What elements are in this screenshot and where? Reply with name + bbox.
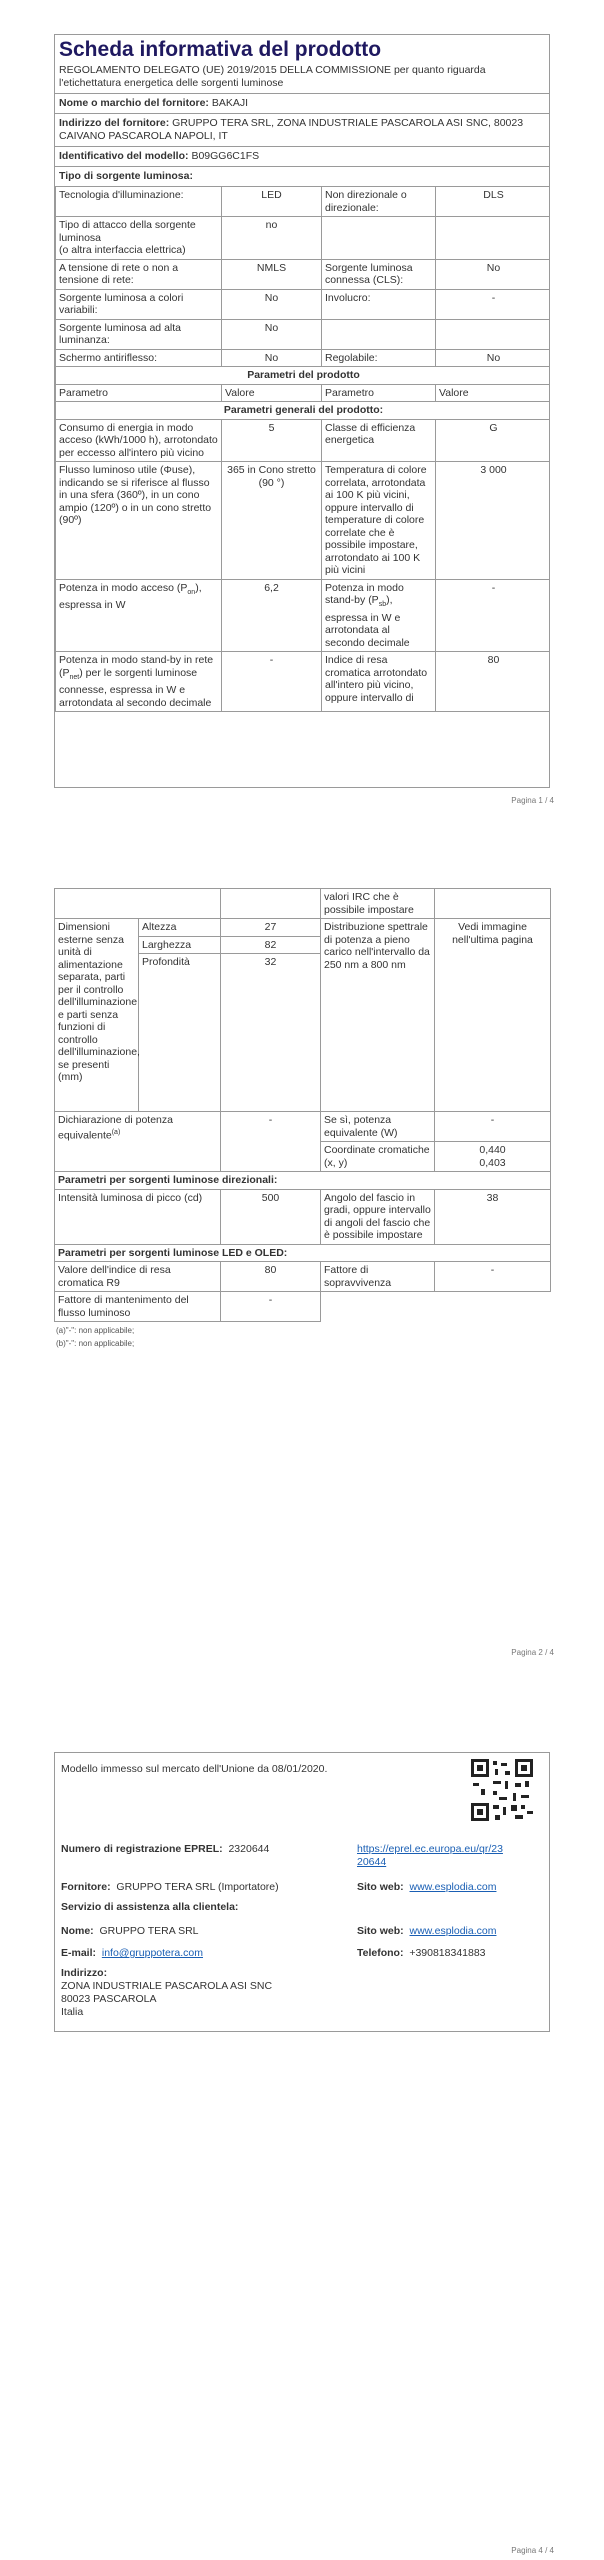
col-header: Valore <box>222 384 322 402</box>
param-label: Involucro: <box>322 289 436 319</box>
name-label: Nome: <box>61 1925 94 1937</box>
param-label-text: Potenza in modo stand-by (P <box>325 581 404 606</box>
supplier-label: Fornitore: <box>61 1881 111 1893</box>
equiv-sup: (a) <box>111 1128 121 1136</box>
email-link[interactable]: info@gruppotera.com <box>101 1947 203 1959</box>
param-label: Regolabile: <box>322 349 436 367</box>
model-value: B09GG6C1FS <box>191 150 260 162</box>
survival-label: Fattore di sopravvivenza <box>321 1262 435 1292</box>
param-value: - <box>436 579 551 652</box>
param-value <box>436 217 551 260</box>
spd-value: Vedi immagine nell'ultima pagina <box>435 919 551 1112</box>
param-value: - <box>222 652 322 712</box>
supplier-value: GRUPPO TERA SRL (Importatore) <box>116 1881 279 1893</box>
name-value: GRUPPO TERA SRL <box>99 1925 199 1937</box>
web2-row <box>357 1925 496 1937</box>
supplier-row <box>61 1881 279 1893</box>
param-value: - <box>436 289 551 319</box>
maint-value: - <box>221 1292 321 1322</box>
param-label: Temperatura di colore correlata, arrotondata ai 100 K più vicini, oppure intervallo di temperature di colore correlate che è possibile impostare, arrotondato ai 100 K più vicini <box>322 462 436 580</box>
equiv-w-label: Se sì, potenza equivalente (W) <box>321 1112 435 1142</box>
market-date: Modello immesso sul mercato dell'Unione da 08/01/2020. <box>61 1763 328 1775</box>
table-row <box>56 579 551 652</box>
chroma-label: Coordinate cromatiche (x, y) <box>321 1142 435 1172</box>
table-row <box>56 419 551 462</box>
eprel-link[interactable] <box>357 1843 529 1869</box>
footnote-a: (a)"-": non applicabile; <box>56 1326 135 1335</box>
cri-continuation: valori IRC che è possibile impostare <box>321 889 435 919</box>
param-value: no <box>222 217 322 260</box>
web-link[interactable]: www.esplodia.com <box>409 1881 497 1893</box>
table-row <box>56 462 551 580</box>
qr-code-icon <box>471 1759 533 1821</box>
param-value: G <box>436 419 551 462</box>
eprel-link-part: https://eprel.ec.europa.eu/qr/23 <box>357 1843 503 1855</box>
product-sheet-frame-2 <box>54 888 550 1350</box>
address-line: Italia <box>61 2006 84 2018</box>
param-value: No <box>222 349 322 367</box>
phone-value: +390818341883 <box>409 1947 486 1959</box>
equiv-value: - <box>221 1112 321 1172</box>
dim-name: Larghezza <box>139 936 221 954</box>
param-label <box>56 579 222 652</box>
param-label: Consumo di energia in modo acceso (kWh/1000 h), arrotondato per eccesso all'intero più vicino <box>56 419 222 462</box>
param-label: Schermo antiriflesso: <box>56 349 222 367</box>
table-row <box>56 217 551 260</box>
param-label <box>322 319 436 349</box>
eprel-link-part: 20644 <box>357 1856 387 1868</box>
param-label: Sorgente luminosa ad alta luminanza: <box>56 319 222 349</box>
param-value: DLS <box>436 187 551 217</box>
param-label: Non direzionale o direzionale: <box>322 187 436 217</box>
doc-title: Scheda informativa del prodotto <box>59 38 382 61</box>
param-label: Indice di resa cromatica arrotondato all'intero più vicino, oppure intervallo di <box>322 652 436 712</box>
param-label: Sorgente luminosa a colori variabili: <box>56 289 222 319</box>
table-row <box>55 1262 551 1292</box>
param-label: A tensione di rete o non a tensione di rete: <box>56 259 222 289</box>
chroma-value <box>435 1142 551 1172</box>
param-label <box>56 652 222 712</box>
table-row <box>55 889 551 919</box>
page-footer-4: Pagina 4 / 4 <box>511 2546 554 2555</box>
address-label: Indirizzo del fornitore: <box>59 117 170 129</box>
param-value: 80 <box>436 652 551 712</box>
beam-label: Angolo del fascio in gradi, oppure intervallo di angoli del fascio che è possibile impostare <box>321 1189 435 1244</box>
web-label: Sito web: <box>357 1881 404 1893</box>
param-value: NMLS <box>222 259 322 289</box>
dim-name: Altezza <box>139 919 221 937</box>
eprel-value: 2320644 <box>228 1843 270 1855</box>
param-label: Flusso luminoso utile (Φuse), indicando se si riferisce al flusso in una sfera (360º), in un cono ampio (120º) o in un cono stretto (90º) <box>56 462 222 580</box>
service-heading: Servizio di assistenza alla clientela: <box>61 1901 239 1913</box>
supplier-row <box>55 94 549 114</box>
col-header: Parametro <box>56 384 222 402</box>
param-label: Tipo di attacco della sorgente luminosa (o altra interfaccia elettrica) <box>56 217 222 260</box>
param-label-text: ), espressa in W <box>59 581 202 612</box>
table-row <box>56 367 551 385</box>
param-value: 5 <box>222 419 322 462</box>
param-subscript: sb <box>378 601 387 609</box>
phone-row <box>357 1947 486 1959</box>
table-row <box>56 289 551 319</box>
table-row <box>56 187 551 217</box>
eprel-label: Numero di registrazione EPREL: <box>61 1843 223 1855</box>
dim-value: 27 <box>221 919 321 937</box>
phone-label: Telefono: <box>357 1947 404 1959</box>
cell <box>435 889 551 919</box>
param-value <box>436 319 551 349</box>
table-row <box>56 349 551 367</box>
address-block <box>61 1967 272 2019</box>
equiv-label <box>55 1112 221 1172</box>
cell <box>435 1292 551 1322</box>
spd-label: Distribuzione spettrale di potenza a pieno carico nell'intervallo da 250 nm a 800 nm <box>321 919 435 1112</box>
email-label: E-mail: <box>61 1947 97 1959</box>
table-row <box>56 384 551 402</box>
param-value: No <box>222 319 322 349</box>
param-value: No <box>436 349 551 367</box>
param-label-text: ) per le sorgenti luminose connesse, espressa in W e arrotondata al secondo decimale <box>59 666 212 709</box>
table-row <box>55 1189 551 1244</box>
address-row <box>55 114 549 147</box>
cell <box>55 889 221 919</box>
equiv-label-text: Dichiarazione di potenza equivalente <box>58 1114 173 1141</box>
general-heading: Parametri generali del prodotto: <box>56 402 551 420</box>
r9-value: 80 <box>221 1262 321 1292</box>
param-label-text: Potenza in modo stand-by in rete (P <box>59 654 214 679</box>
supplier-label: Nome o marchio del fornitore: <box>59 97 209 109</box>
source-type-heading: Tipo di sorgente luminosa: <box>55 167 549 187</box>
table-row <box>56 319 551 349</box>
param-value: LED <box>222 187 322 217</box>
table-row <box>56 402 551 420</box>
table-row <box>55 1112 551 1142</box>
param-label <box>322 217 436 260</box>
table-row <box>56 259 551 289</box>
contact-frame <box>54 1752 550 2032</box>
table-row <box>56 652 551 712</box>
page-footer-1: Pagina 1 / 4 <box>511 796 554 805</box>
param-value: No <box>436 259 551 289</box>
col-header: Valore <box>436 384 551 402</box>
params-heading: Parametri del prodotto <box>56 367 551 385</box>
param-subscript: on <box>187 588 196 596</box>
source-type-table <box>55 186 550 712</box>
table-row <box>55 1172 551 1190</box>
cell <box>221 889 321 919</box>
model-row <box>55 147 549 167</box>
supplier-value: BAKAJI <box>211 97 249 109</box>
regulation-text: REGOLAMENTO DELEGATO (UE) 2019/2015 DELLA COMMISSIONE per quanto riguarda l'etichettatura energetica delle sorgenti luminose <box>55 63 549 94</box>
param-label: Tecnologia d'illuminazione: <box>56 187 222 217</box>
peak-label: Intensità luminosa di picco (cd) <box>55 1189 221 1244</box>
param-label-text: ), espressa in W e arrotondata al secondo decimale <box>325 594 410 649</box>
dimensions-label: Dimensioni esterne senza unità di alimentazione separata, parti per il controllo dell'illuminazione e parti senza funzioni di controllo dell'illuminazione, se presenti (mm) <box>55 919 139 1112</box>
param-label <box>322 579 436 652</box>
dimensions-table <box>54 888 551 1322</box>
chroma-y: 0,403 <box>479 1156 506 1169</box>
table-row <box>55 1244 551 1262</box>
eprel-row <box>61 1843 269 1855</box>
name-row <box>61 1925 199 1937</box>
col-header: Parametro <box>322 384 436 402</box>
survival-value: - <box>435 1262 551 1292</box>
dim-name: Profondità <box>139 954 221 1112</box>
maint-label: Fattore di mantenimento del flusso luminoso <box>55 1292 221 1322</box>
dim-value: 32 <box>221 954 321 1112</box>
param-value: No <box>222 289 322 319</box>
param-subscript: net <box>69 673 80 681</box>
web2-link[interactable]: www.esplodia.com <box>409 1925 497 1937</box>
page-footer-2: Pagina 2 / 4 <box>511 1648 554 1657</box>
address-line: 80023 PASCAROLA <box>61 1993 157 2005</box>
product-sheet-frame-1 <box>54 34 550 788</box>
email-row <box>61 1947 203 1959</box>
web-row <box>357 1881 496 1893</box>
param-value: 3 000 <box>436 462 551 580</box>
param-value: 365 in Cono stretto (90 °) <box>222 462 322 580</box>
peak-value: 500 <box>221 1189 321 1244</box>
address-label: Indirizzo: <box>61 1967 108 1979</box>
chroma-x: 0,440 <box>479 1144 506 1156</box>
dim-value: 82 <box>221 936 321 954</box>
address-line: ZONA INDUSTRIALE PASCAROLA ASI SNC <box>61 1980 273 1992</box>
model-label: Identificativo del modello: <box>59 150 189 162</box>
equiv-w-value: - <box>435 1112 551 1142</box>
led-heading: Parametri per sorgenti luminose LED e OLED: <box>55 1244 551 1262</box>
web2-label: Sito web: <box>357 1925 404 1937</box>
table-row <box>55 1292 551 1322</box>
r9-label: Valore dell'indice di resa cromatica R9 <box>55 1262 221 1292</box>
address-value: GRUPPO TERA SRL, ZONA INDUSTRIALE PASCAROLA ASI SNC, 80023 CAIVANO PASCAROLA NAPOLI, IT <box>59 117 524 142</box>
param-label-text: Potenza in modo acceso (P <box>59 581 188 594</box>
param-value: 6,2 <box>222 579 322 652</box>
table-row <box>55 919 551 937</box>
param-label: Sorgente luminosa connessa (CLS): <box>322 259 436 289</box>
directional-heading: Parametri per sorgenti luminose direzionali: <box>55 1172 551 1190</box>
param-label: Classe di efficienza energetica <box>322 419 436 462</box>
cell <box>321 1292 435 1322</box>
footnote-b: (b)"-": non applicabile; <box>56 1339 135 1348</box>
beam-value: 38 <box>435 1189 551 1244</box>
